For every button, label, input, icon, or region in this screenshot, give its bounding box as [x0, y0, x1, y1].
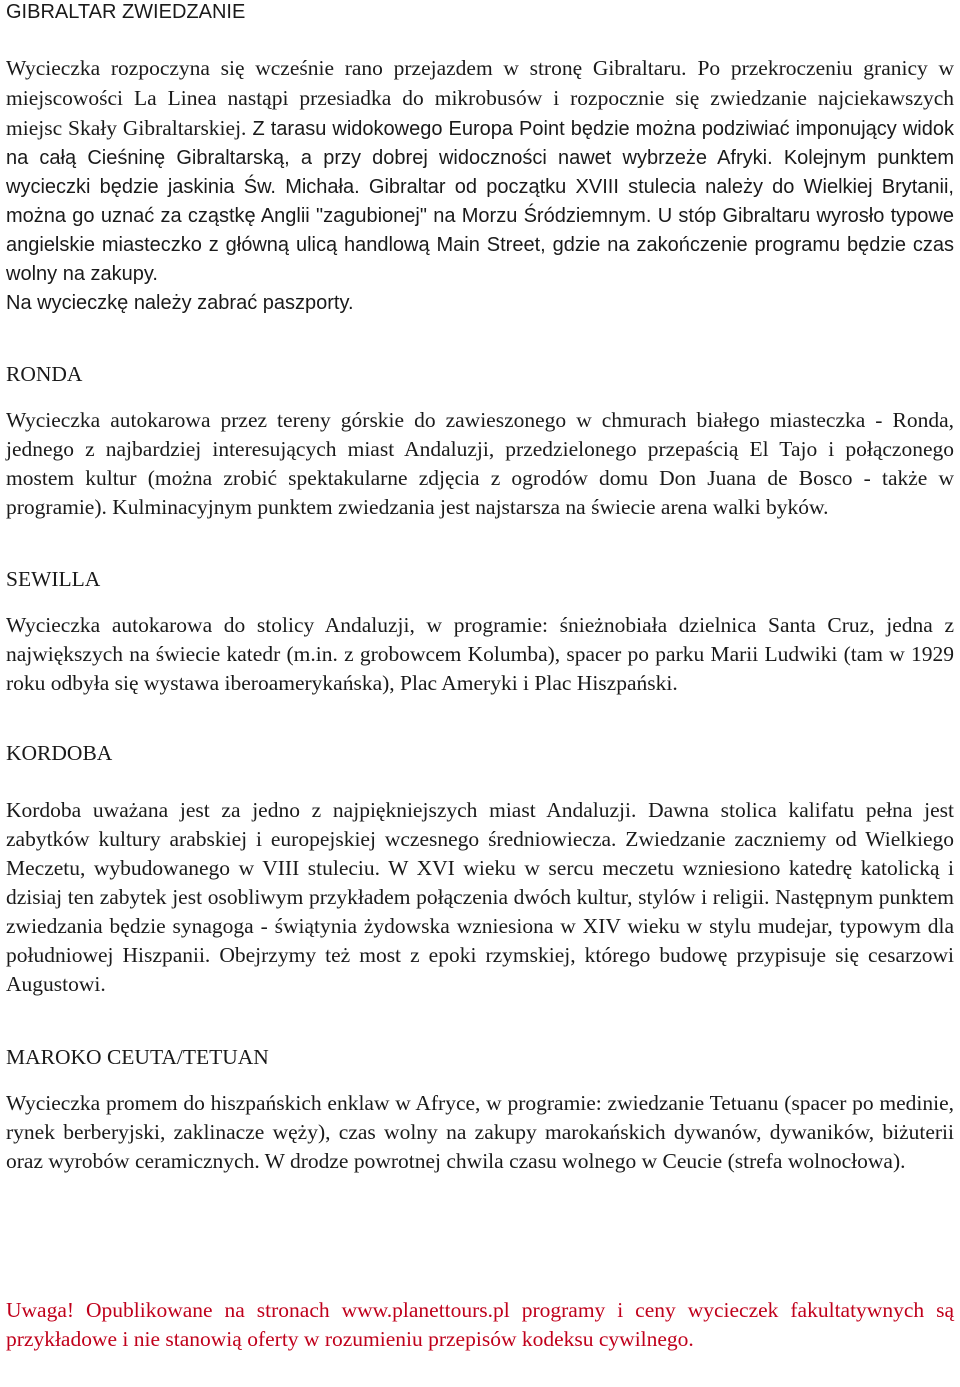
section-body-maroko: Wycieczka promem do hiszpańskich enklaw w Afryce, w programie: zwiedzanie Tetuanu (spacer po medinie, rynek berberyjski, zaklinacze węży), czas wolny na zakupy marokańskich dywanów, dywaników, biżuterii oraz wyrobów ceramicznych. W drodze powrotnej chwila czasu wolnego w Ceucie (strefa wolnocłowa). [6, 1091, 954, 1173]
gibraltar-sentence-3: Z tarasu widokowego Europa Point będzie można podziwiać imponujący widok na całą Cieśninę Gibraltarską, a przy dobrej widoczności nawet wybrzeże Afryki. Kolejnym punktem wycieczki będzie jaskinia Św. Michała. [6, 118, 954, 198]
gibraltar-sentence-1: Wycieczka rozpoczyna się wcześnie rano przejazdem w stronę Gibraltaru. [6, 56, 687, 80]
section-title-maroko: MAROKO CEUTA/TETUAN [6, 1045, 269, 1069]
section-title-gibraltar: GIBRALTAR ZWIEDZANIE [6, 1, 246, 23]
gibraltar-sentence-5: U stóp Gibraltaru wyrosło typowe angielskie miasteczko z główną ulicą handlową Main Street, gdzie na zakończenie programu będzie czas wolny na zakupy. [6, 205, 954, 285]
gibraltar-sentence-2: Po przekroczeniu granicy w miejscowości La Linea nastąpi przesiadka do mikrobusów i rozpocznie się zwiedzanie najciekawszych miejsc Skały Gibraltarskiej. [6, 56, 954, 140]
section-title-ronda: RONDA [6, 362, 83, 386]
disclaimer-notice: Uwaga! Opublikowane na stronach www.planettours.pl programy i ceny wycieczek fakultatywnych są przykładowe i nie stanowią oferty w rozumieniu przepisów kodeksu cywilnego. [6, 1298, 954, 1351]
section-body-sewilla: Wycieczka autokarowa do stolicy Andaluzji, w programie: śnieżnobiała dzielnica Santa Cruz, jedna z największych na świecie katedr (m.in. z grobowcem Kolumba), spacer po parku Marii Ludwiki (tam w 1929 roku odbyła się wystawa iberoamerykańska), Plac Ameryki i Plac Hiszpański. [6, 613, 954, 695]
section-body-gibraltar [6, 54, 954, 318]
section-title-sewilla: SEWILLA [6, 567, 101, 591]
gibraltar-passport-note: Na wycieczkę należy zabrać paszporty. [6, 292, 354, 314]
gibraltar-sentence-4: Gibraltar od początku XVIII stulecia należy do Wielkiej Brytanii, można go uznać za cząstkę Anglii "zagubionej" na Morzu Śródziemnym. [6, 176, 954, 227]
section-title-kordoba: KORDOBA [6, 741, 113, 765]
section-body-kordoba: Kordoba uważana jest za jedno z najpiękniejszych miast Andaluzji. Dawna stolica kalifatu pełna jest zabytków kultury arabskiej i europejskiej wczesnego średniowiecza. Zwiedzanie zaczniemy od Wielkiego Meczetu, wybudowanego w VIII stuleciu. W XVI wieku w sercu meczetu wzniesiono katedrę katolicką i dzisiaj ten zabytek jest osobliwym przykładem połączenia dwóch kultur, stylów i religii. Następnym punktem zwiedzania będzie synagoga - świątynia żydowska wzniesiona w XIV wieku w stylu mudejar, typowym dla południowej Hiszpanii. Obejrzymy też most z epoki rzymskiej, którego budowę przypisuje się cesarzowi Augustowi. [6, 798, 954, 996]
section-body-ronda: Wycieczka autokarowa przez tereny górskie do zawieszonego w chmurach białego miasteczka - Ronda, jednego z najbardziej interesujących miast Andaluzji, przedzielonego przepaścią El Tajo i połączonego mostem kultur (można zrobić spektakularne zdjęcia z ogrodów domu Don Juana de Bosco - także w programie). Kulminacyjnym punktem zwiedzania jest najstarsza na świecie arena walki byków. [6, 408, 954, 519]
